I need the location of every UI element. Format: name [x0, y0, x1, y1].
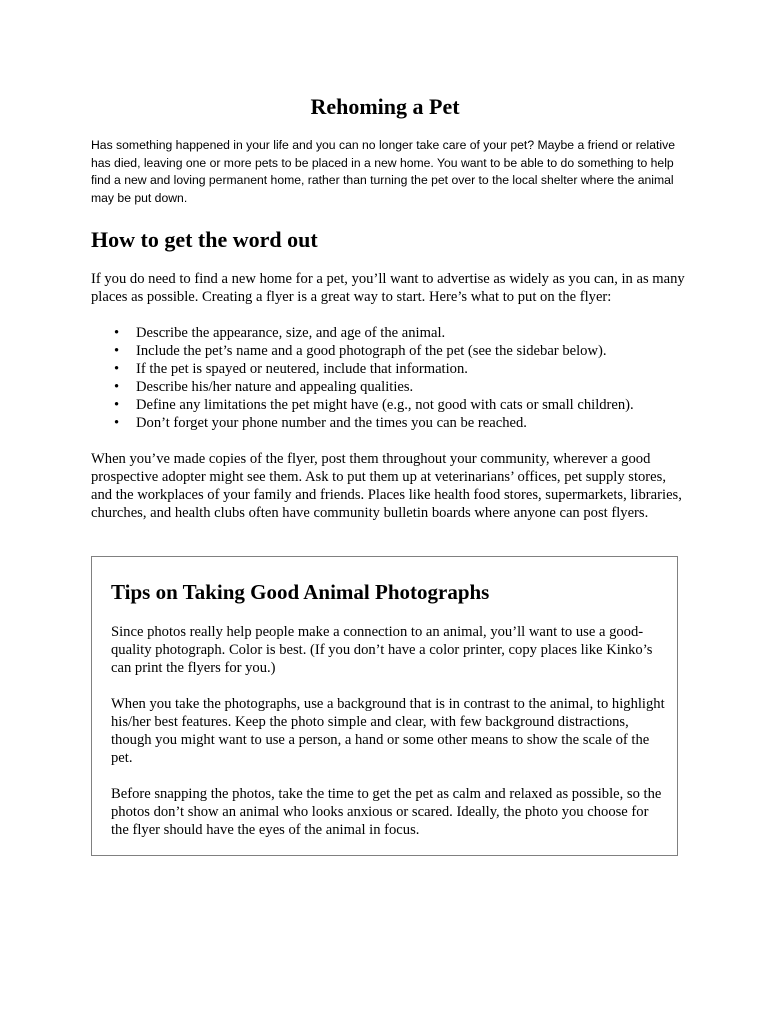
- list-item: [91, 378, 691, 396]
- list-item: [91, 360, 691, 378]
- section-paragraph-2: When you’ve made copies of the flyer, post them throughout your community, wherever a good prospective adopter might see them. Ask to put them up at veterinarians’ offices, pet supply stores, and the workplaces of your family and friends. Places like health food stores, supermarkets, libraries, churches, and health clubs often have community bulletin boards where anyone can post flyers.: [91, 451, 682, 521]
- list-item-text: Don’t forget your phone number and the times you can be reached.: [136, 415, 527, 431]
- sidebar-paragraph-2: When you take the photographs, use a background that is in contrast to the animal, to highlight his/her best features. Keep the photo simple and clear, with few background distractions, though you might want to use a person, a hand or some other means to show the scale of the pet.: [111, 696, 665, 766]
- bullet-icon: •: [114, 415, 120, 431]
- sidebar-paragraph-1: Since photos really help people make a connection to an animal, you’ll want to use a good-quality photograph. Color is best. (If you don’t have a color printer, copy places like Kinko’s can print the flyers for you.): [111, 624, 653, 676]
- list-item-text: Include the pet’s name and a good photograph of the pet (see the sidebar below).: [136, 343, 607, 359]
- section-paragraph-1: If you do need to find a new home for a pet, you’ll want to advertise as widely as you can, in as many places as possible. Creating a flyer is a great way to start. Here’s what to put on the flyer:: [91, 271, 685, 305]
- list-item-text: Describe the appearance, size, and age of the animal.: [136, 325, 446, 341]
- list-item: [91, 342, 691, 360]
- page-title: Rehoming a Pet: [310, 94, 460, 119]
- bullet-icon: •: [114, 325, 120, 341]
- photo-tips-sidebar: [91, 556, 678, 856]
- list-item-text: If the pet is spayed or neutered, include that information.: [136, 361, 468, 377]
- list-item-text: Define any limitations the pet might have (e.g., not good with cats or small children).: [136, 397, 634, 413]
- list-item: [91, 414, 691, 432]
- list-item: [91, 324, 691, 342]
- bullet-icon: •: [114, 397, 120, 413]
- bullet-icon: •: [114, 379, 120, 395]
- flyer-bullet-list: [91, 324, 691, 432]
- bullet-icon: •: [114, 361, 120, 377]
- sidebar-paragraph-3: Before snapping the photos, take the time to get the pet as calm and relaxed as possible, so the photos don’t show an animal who looks anxious or scared. Ideally, the photo you choose for the flyer should have the eyes of the animal in focus.: [111, 786, 662, 838]
- intro-paragraph: Has something happened in your life and you can no longer take care of your pet? Maybe a friend or relative has died, leaving one or more pets to be placed in a new home. You want to be able to do something to help find a new and loving permanent home, rather than turning the pet over to the local shelter where the animal may be put down.: [91, 138, 676, 206]
- section-heading: How to get the word out: [91, 227, 318, 252]
- sidebar-title: Tips on Taking Good Animal Photographs: [111, 580, 490, 604]
- bullet-icon: •: [114, 343, 120, 359]
- list-item-text: Describe his/her nature and appealing qualities.: [136, 379, 414, 395]
- list-item: [91, 396, 691, 414]
